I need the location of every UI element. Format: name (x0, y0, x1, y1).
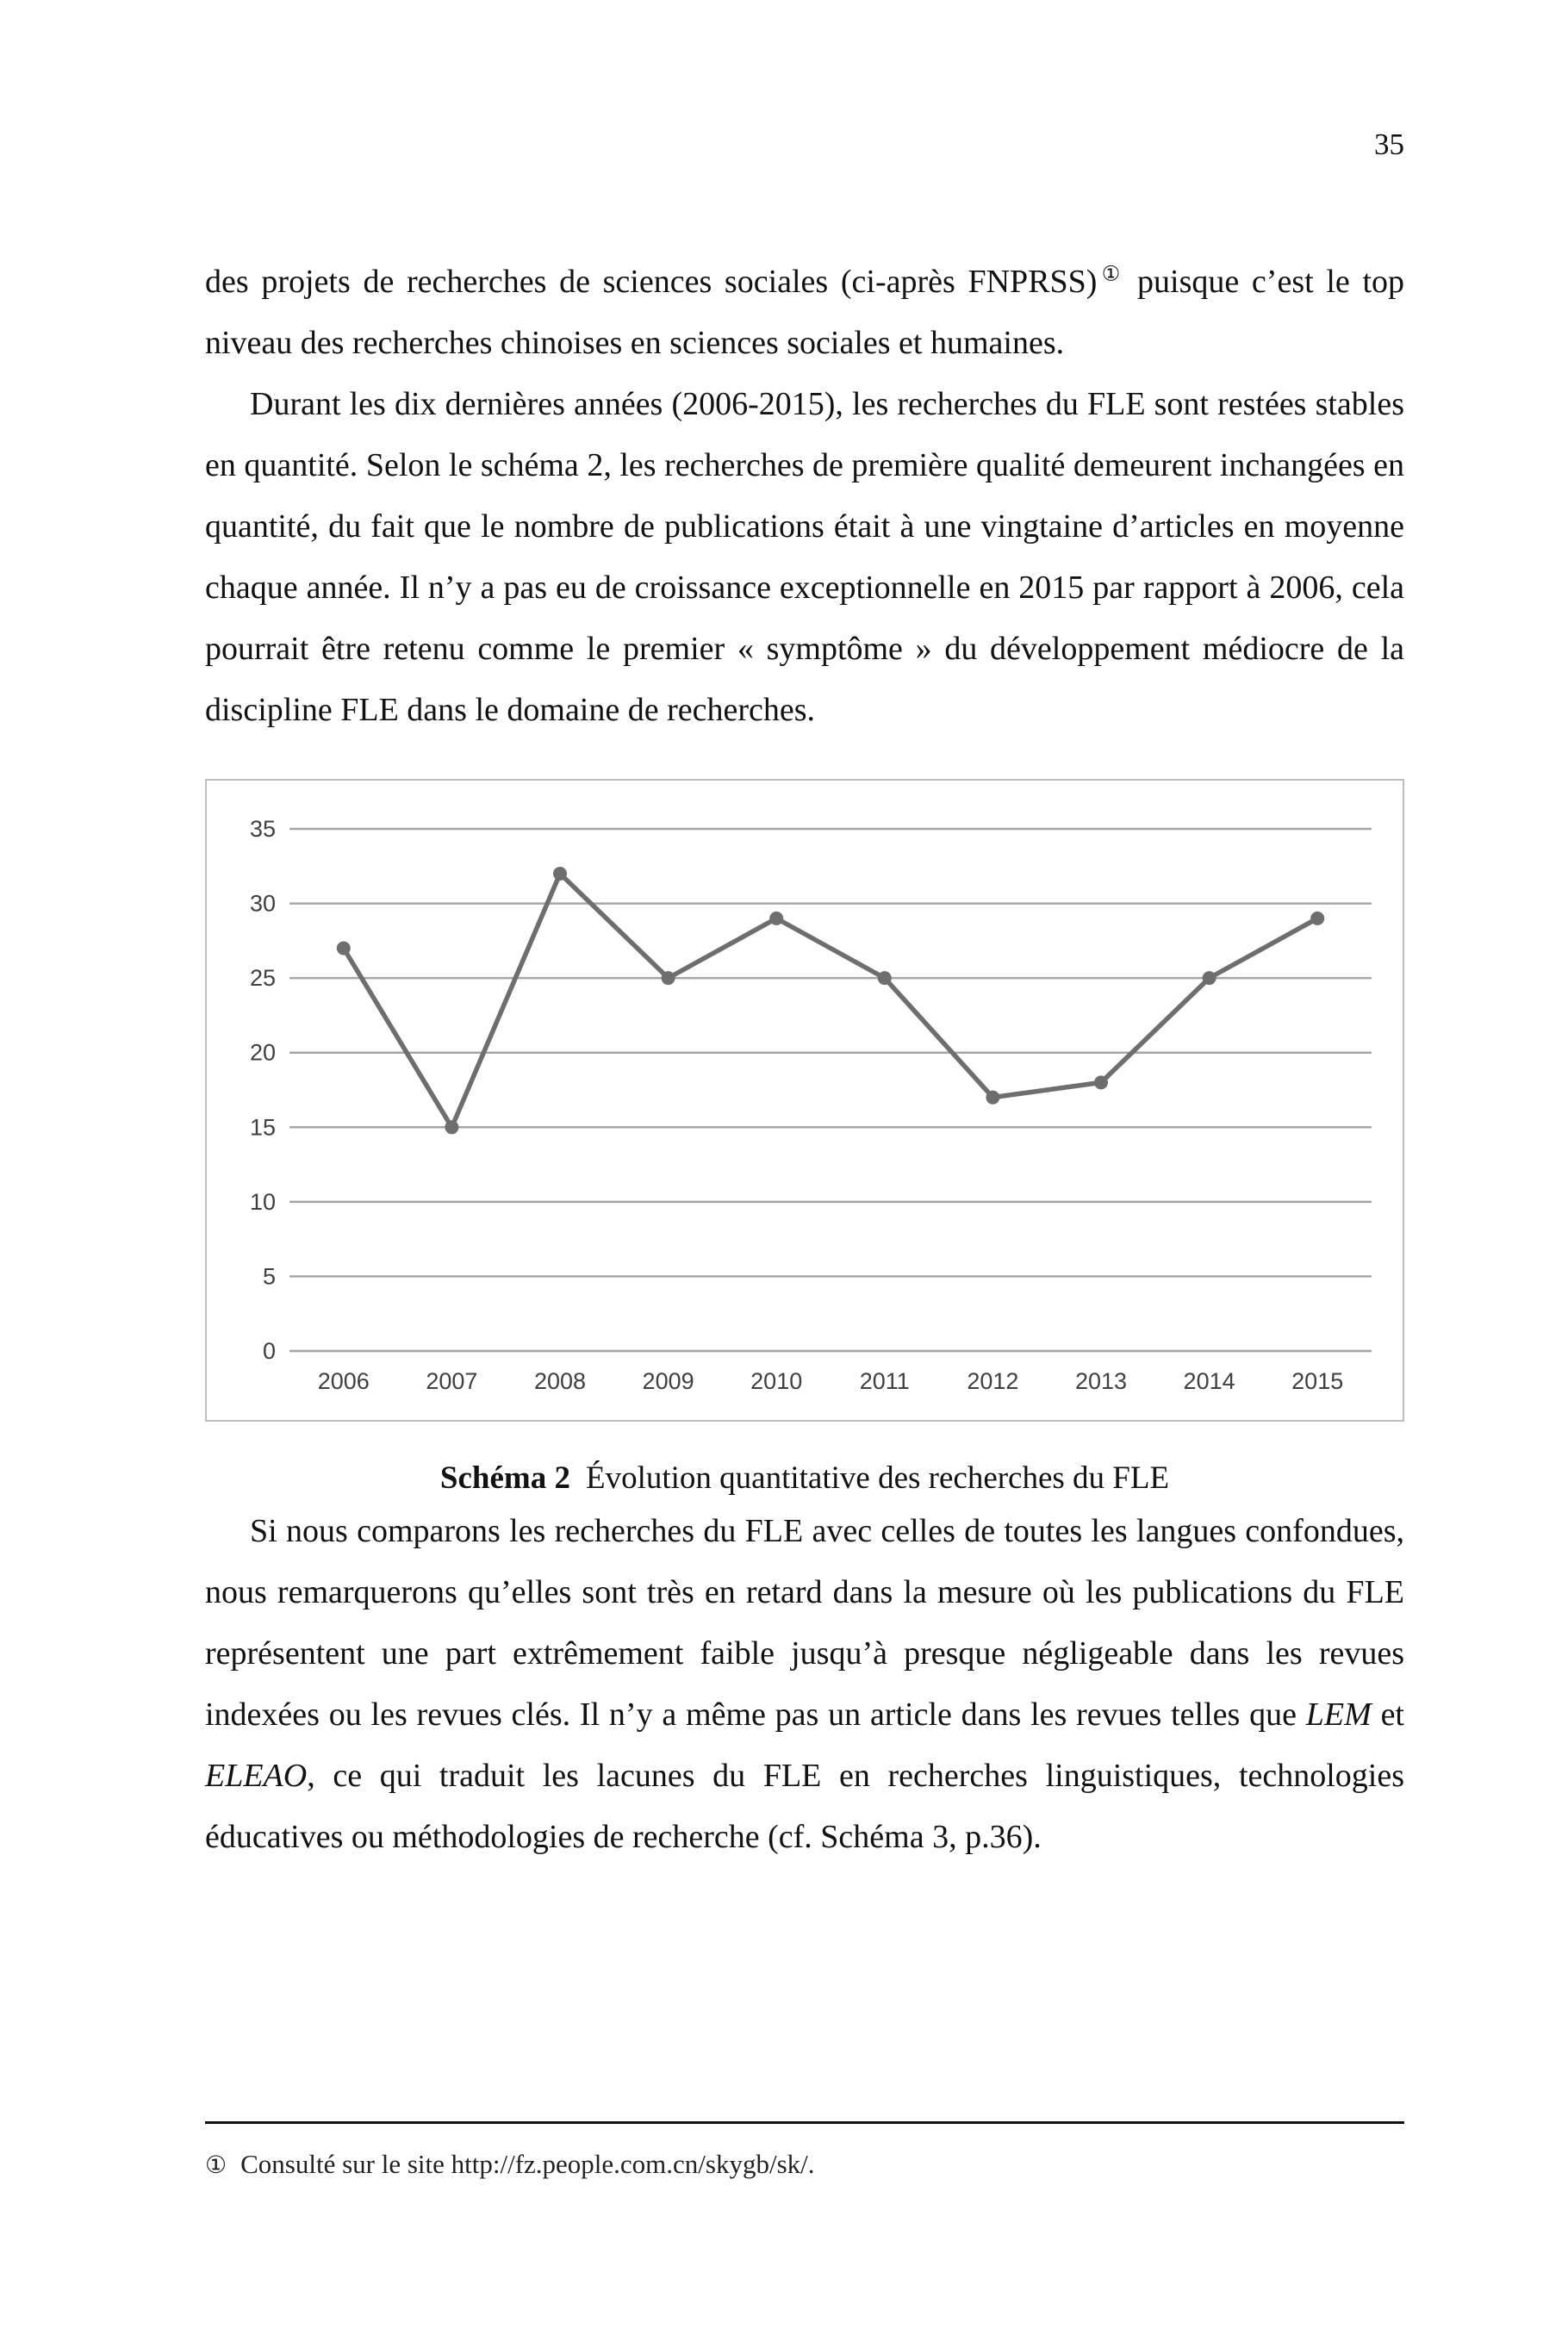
footnote-marker: ① (205, 2151, 227, 2179)
paragraph-intro (205, 252, 1404, 374)
svg-text:2013: 2013 (1074, 1368, 1128, 1394)
footnote-reference-mark: ① (1097, 261, 1125, 286)
svg-text:2015: 2015 (1291, 1368, 1344, 1394)
footnote-text: Consulté sur le site http://fz.people.com.cn/skygb/sk/. (240, 2149, 815, 2179)
body-text (205, 252, 1404, 1868)
svg-text:0: 0 (262, 1338, 276, 1364)
chart-caption (205, 1456, 1404, 1501)
journal-name-lem: LEM (1305, 1697, 1372, 1733)
chart-caption-label: Schéma 2 (439, 1460, 570, 1496)
paragraph-comparison-text-1: Si nous comparons les recherches du FLE avec celles de toutes les langues confondues, nous remarquerons qu’elles sont très en retard dans la mesure où les publications du FLE représentent une part extrêmement faible jusqu’à presque négligeable dans les revues indexées ou les revues clés. Il n’y a même pas un article dans les revues telles que (205, 1513, 1404, 1733)
svg-text:2012: 2012 (967, 1368, 1019, 1394)
svg-text:2009: 2009 (642, 1368, 694, 1394)
chart-caption-text: Évolution quantitative des recherches du FLE (585, 1460, 1170, 1496)
svg-text:30: 30 (249, 890, 276, 917)
svg-text:5: 5 (262, 1263, 276, 1290)
svg-text:2014: 2014 (1183, 1368, 1235, 1394)
svg-text:2008: 2008 (533, 1368, 587, 1394)
svg-text:15: 15 (249, 1114, 276, 1141)
journal-name-eleao: ELEAO (205, 1758, 308, 1794)
svg-text:2006: 2006 (317, 1368, 370, 1394)
line-chart-svg (229, 800, 1380, 1408)
svg-text:35: 35 (249, 816, 276, 842)
svg-text:20: 20 (249, 1039, 276, 1066)
page-content (205, 0, 1404, 1868)
figure-chart-box (205, 779, 1404, 1422)
svg-text:2011: 2011 (859, 1368, 910, 1394)
footnote-divider (205, 2121, 1404, 2124)
footnote (205, 2146, 1404, 2183)
svg-text:10: 10 (249, 1188, 276, 1215)
page-number: 35 (1374, 128, 1404, 161)
footnote-block (205, 2121, 1404, 2183)
paragraph-intro-text-cont: puisque c’est le top niveau des recherches chinoises en sciences sociales et humaines. (205, 264, 1405, 361)
svg-text:2007: 2007 (426, 1368, 478, 1394)
paragraph-comparison-text-3: , ce qui traduit les lacunes du FLE en recherches linguistiques, technologies éducatives ou méthodologies de recherche (cf. Schéma 3, p.36). (205, 1758, 1404, 1855)
paragraph-durant: Durant les dix dernières années (2006-2015), les recherches du FLE sont restées stables en quantité. Selon le schéma 2, les recherches de première qualité demeurent inchangées en quantité, du fait que le nombre de publications était à une vingtaine d’articles en moyenne chaque année. Il n’y a pas eu de croissance exceptionnelle en 2015 par rapport à 2006, cela pourrait être retenu comme le premier « symptôme » du développement médiocre de la discipline FLE dans le domaine de recherches. (205, 386, 1404, 728)
paragraph-intro-text: des projets de recherches de sciences sociales (ci-après FNPRSS) (205, 264, 1098, 300)
paragraph-comparison-text-2: et (1371, 1697, 1404, 1733)
paragraph-comparison (205, 1501, 1404, 1868)
svg-text:25: 25 (249, 965, 276, 992)
svg-text:2010: 2010 (750, 1368, 803, 1394)
